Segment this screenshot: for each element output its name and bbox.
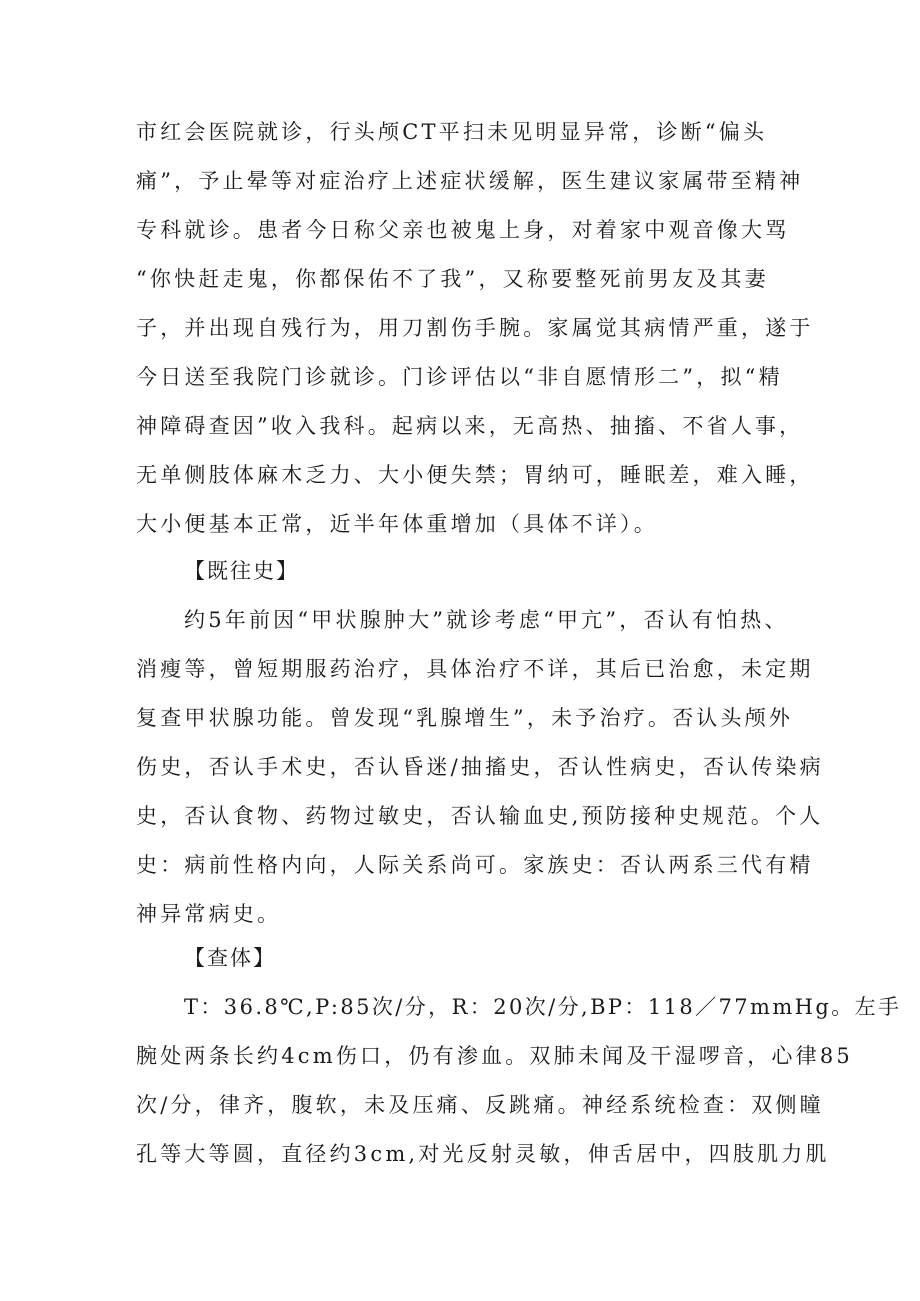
paragraph-line: 痛”，予止晕等对症治疗上述症状缓解，医生建议家属带至精神 [136, 169, 804, 193]
section-heading-exam: 【查体】 [184, 946, 276, 970]
paragraph-line: 孔等大等圆，直径约3cm,对光反射灵敏，伸舌居中，四肢肌力肌 [136, 1142, 830, 1166]
paragraph-line: 消瘦等，曾短期服药治疗，具体治疗不详，其后已治愈，未定期 [136, 657, 814, 681]
paragraph-line: 次/分，律齐，腹软，未及压痛、反跳痛。神经系统检查：双侧瞳 [136, 1093, 824, 1117]
paragraph-line: 子，并出现自残行为，用刀割伤手腕。家属觉其病情严重，遂于 [136, 316, 814, 340]
paragraph-line: 约5年前因“甲状腺肿大”就诊考虑“甲亢”，否认有怕热、 [184, 608, 789, 632]
paragraph-line: 无单侧肢体麻木乏力、大小便失禁；胃纳可，睡眠差，难入睡， [136, 463, 814, 487]
section-heading-past-history: 【既往史】 [184, 559, 299, 583]
paragraph-line: 史，否认食物、药物过敏史，否认输血史,预防接种史规范。个人 [136, 804, 824, 828]
paragraph-line: “你快赶走鬼，你都保佑不了我”，又称要整死前男友及其妻 [136, 267, 769, 291]
paragraph-line: 专科就诊。患者今日称父亲也被鬼上身，对着家中观音像大骂 [136, 218, 790, 242]
paragraph-line: 复查甲状腺功能。曾发现“乳腺增生”，未予治疗。否认头颅外 [136, 706, 794, 730]
paragraph-line: T：36.8℃,P:85次/分，R：20次/分,BP：118／77mmHg。左手 [184, 995, 902, 1019]
paragraph-line: 今日送至我院门诊就诊。门诊评估以“非自愿情形二”，拟“精 [136, 365, 783, 389]
paragraph-line: 大小便基本正常，近半年体重增加（具体不详）。 [136, 512, 658, 536]
paragraph-line: 伤史，否认手术史，否认昏迷/抽搐史，否认性病史，否认传染病 [136, 755, 824, 779]
paragraph-line: 神异常病史。 [136, 902, 282, 926]
paragraph-line: 史：病前性格内向，人际关系尚可。家族史：否认两系三代有精 [136, 853, 814, 877]
paragraph-line: 腕处两条长约4cm伤口，仍有渗血。双肺未闻及干湿啰音，心律85 [136, 1044, 853, 1068]
paragraph-line: 神障碍查因”收入我科。起病以来，无高热、抽搐、不省人事， [136, 414, 804, 438]
paragraph-line: 市红会医院就诊，行头颅CT平扫未见明显异常，诊断“偏头 [136, 120, 768, 144]
